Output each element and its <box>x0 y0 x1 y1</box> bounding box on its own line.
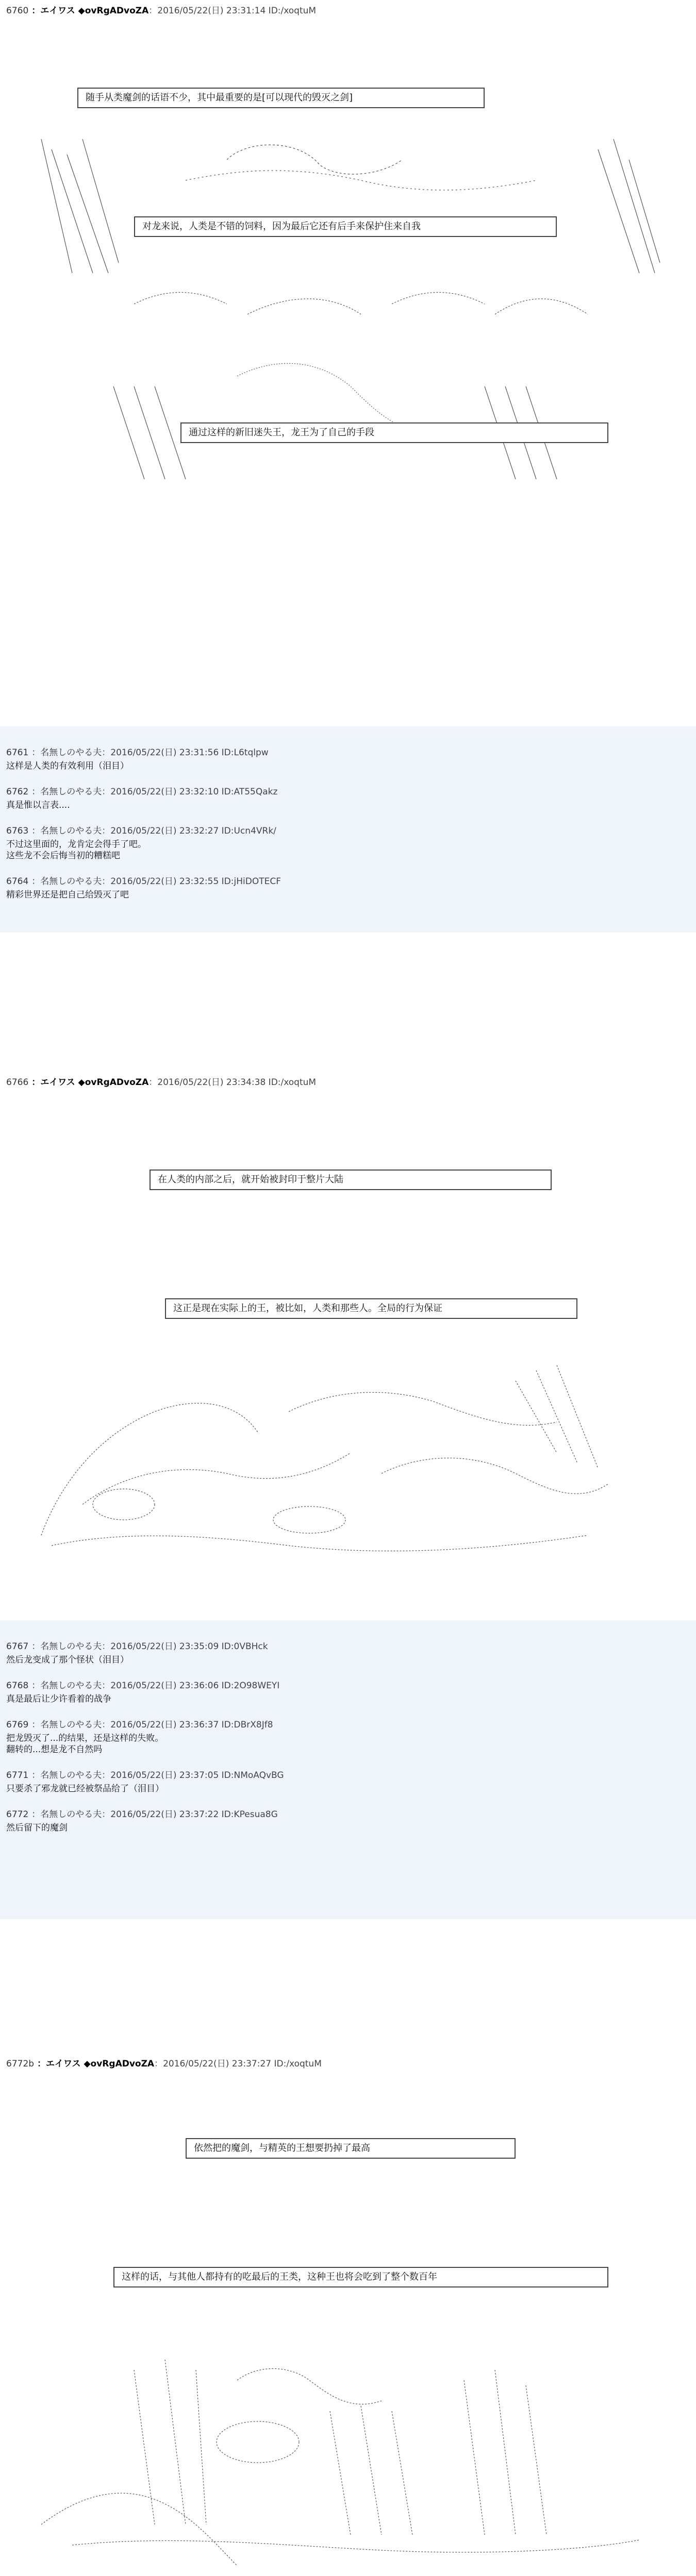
ascii-art-dragons <box>31 118 665 510</box>
speech-bubble <box>77 88 485 108</box>
post-header <box>6 1719 696 1731</box>
post-meta: ：2016/05/22(日) 23:32:10 ID:AT55Qakz <box>102 787 278 797</box>
post-body: 然后留下的魔剑 <box>6 1823 68 1833</box>
post-header <box>6 5 696 16</box>
bubble-text: 这正是现在实际上的王，被比如，人类和那些人。全局的行为保证 <box>173 1303 442 1314</box>
post-6767 <box>0 1620 696 1919</box>
poster-name: ：名無しのやる夫 <box>31 876 102 887</box>
post-body: 只要杀了邪龙就已经被祭品给了（泪目） <box>6 1784 164 1794</box>
bubble-text: 对龙来说，人类是不错的饲料，因为最后它还有后手来保护住来自我 <box>142 221 421 232</box>
bubble-text: 在人类的内部之后，就开始被封印于整片大陆 <box>158 1174 343 1185</box>
post-number: 6768 <box>6 1681 29 1691</box>
post-number: 6772 <box>6 1809 29 1820</box>
post-meta: ：2016/05/22(日) 23:37:05 ID:NMoAQvBG <box>102 1770 284 1781</box>
speech-bubble <box>186 2138 516 2159</box>
post-body: 然后龙变成了那个怪状（泪目） <box>6 1655 129 1665</box>
poster-name: ：名無しのやる夫 <box>31 748 102 758</box>
post-number: 6767 <box>6 1641 29 1652</box>
post-number: 6762 <box>6 787 29 797</box>
poster-name: ：名無しのやる夫 <box>31 1809 102 1820</box>
bubble-text: 随手从类魔剑的话语不少，其中最重要的是[可以现代的毁灭之剑] <box>86 92 353 103</box>
poster-name: ：エイワス ◆ovRgADvoZA <box>31 1077 149 1088</box>
post-meta: ：2016/05/22(日) 23:34:38 ID:/xoqtuM <box>148 1077 317 1088</box>
poster-name: ：エイワス ◆ovRgADvoZA <box>37 2059 155 2069</box>
post-body: 真是惟以言表.... <box>6 800 70 810</box>
post-number: 6771 <box>6 1770 29 1781</box>
speech-bubble <box>113 2267 608 2287</box>
post-body: 不过这里面的，龙肯定会得手了吧。 这些龙不会后悔当初的糟糕吧 <box>6 839 146 861</box>
poster-name: ：名無しのやる夫 <box>31 1681 102 1691</box>
post-meta: ：2016/05/22(日) 23:37:22 ID:KPesua8G <box>102 1809 278 1820</box>
post-meta: ：2016/05/22(日) 23:35:09 ID:0VBHck <box>102 1641 268 1652</box>
speech-bubble <box>180 422 608 443</box>
post-number: 6766 <box>6 1077 29 1088</box>
post-meta: ：2016/05/22(日) 23:31:14 ID:/xoqtuM <box>148 6 317 16</box>
speech-bubble <box>165 1298 577 1319</box>
post-header <box>6 2058 696 2070</box>
post-meta: ：2016/05/22(日) 23:31:56 ID:L6tqlpw <box>102 748 269 758</box>
post-number: 6769 <box>6 1720 29 1730</box>
poster-name: ：名無しのやる夫 <box>31 1770 102 1781</box>
post-number: 6763 <box>6 826 29 836</box>
ascii-art-figures <box>21 2308 670 2576</box>
post-body: 精彩世界还是把自己给毁灭了吧 <box>6 890 129 900</box>
poster-name: ：名無しのやる夫 <box>31 1641 102 1652</box>
post-header <box>6 1641 696 1652</box>
bubble-text: 这样的话，与其他人都持有的吃最后的王类，这种王也将会吃到了整个数百年 <box>122 2272 437 2282</box>
post-meta: ：2016/05/22(日) 23:32:27 ID:Ucn4VRk/ <box>102 826 276 836</box>
post-number: 6760 <box>6 6 29 16</box>
post-header <box>6 876 696 887</box>
post-number: 6772b <box>6 2059 35 2069</box>
bubble-text: 依然把的魔剑，与精英的王想要扔掉了最高 <box>194 2143 370 2154</box>
post-header <box>6 1770 696 1781</box>
post-meta: ：2016/05/22(日) 23:36:37 ID:DBrX8Jf8 <box>102 1720 273 1730</box>
post-number: 6761 <box>6 748 29 758</box>
post-body: 把龙毁灭了...的结果，还是这样的失败。 翻转的...想是龙不自然吗 <box>6 1733 164 1755</box>
post-header <box>6 1809 696 1820</box>
post-header <box>6 1680 696 1691</box>
post-meta: ：2016/05/22(日) 23:37:27 ID:/xoqtuM <box>154 2059 322 2069</box>
post-header <box>6 1077 696 1088</box>
poster-name: ：名無しのやる夫 <box>31 826 102 836</box>
speech-bubble <box>150 1170 552 1190</box>
speech-bubble <box>134 216 557 237</box>
post-body: 真是最后让少许看着的战争 <box>6 1694 111 1704</box>
poster-name: ：名無しのやる夫 <box>31 787 102 797</box>
post-header <box>6 747 696 758</box>
ascii-art-dragon-silhouette <box>21 1350 670 1566</box>
bubble-text: 通过这样的新旧迷失王，龙王为了自己的手段 <box>189 427 374 438</box>
post-header <box>6 825 696 837</box>
post-meta: ：2016/05/22(日) 23:32:55 ID:jHiDOTECF <box>102 876 281 887</box>
post-6761 <box>0 726 696 933</box>
post-meta: ：2016/05/22(日) 23:36:06 ID:2O98WEYI <box>102 1681 280 1691</box>
post-body: 这样是人类的有效利用（泪目） <box>6 761 129 771</box>
post-number: 6764 <box>6 876 29 887</box>
poster-name: ：エイワス ◆ovRgADvoZA <box>31 6 149 16</box>
post-header <box>6 786 696 798</box>
poster-name: ：名無しのやる夫 <box>31 1720 102 1730</box>
